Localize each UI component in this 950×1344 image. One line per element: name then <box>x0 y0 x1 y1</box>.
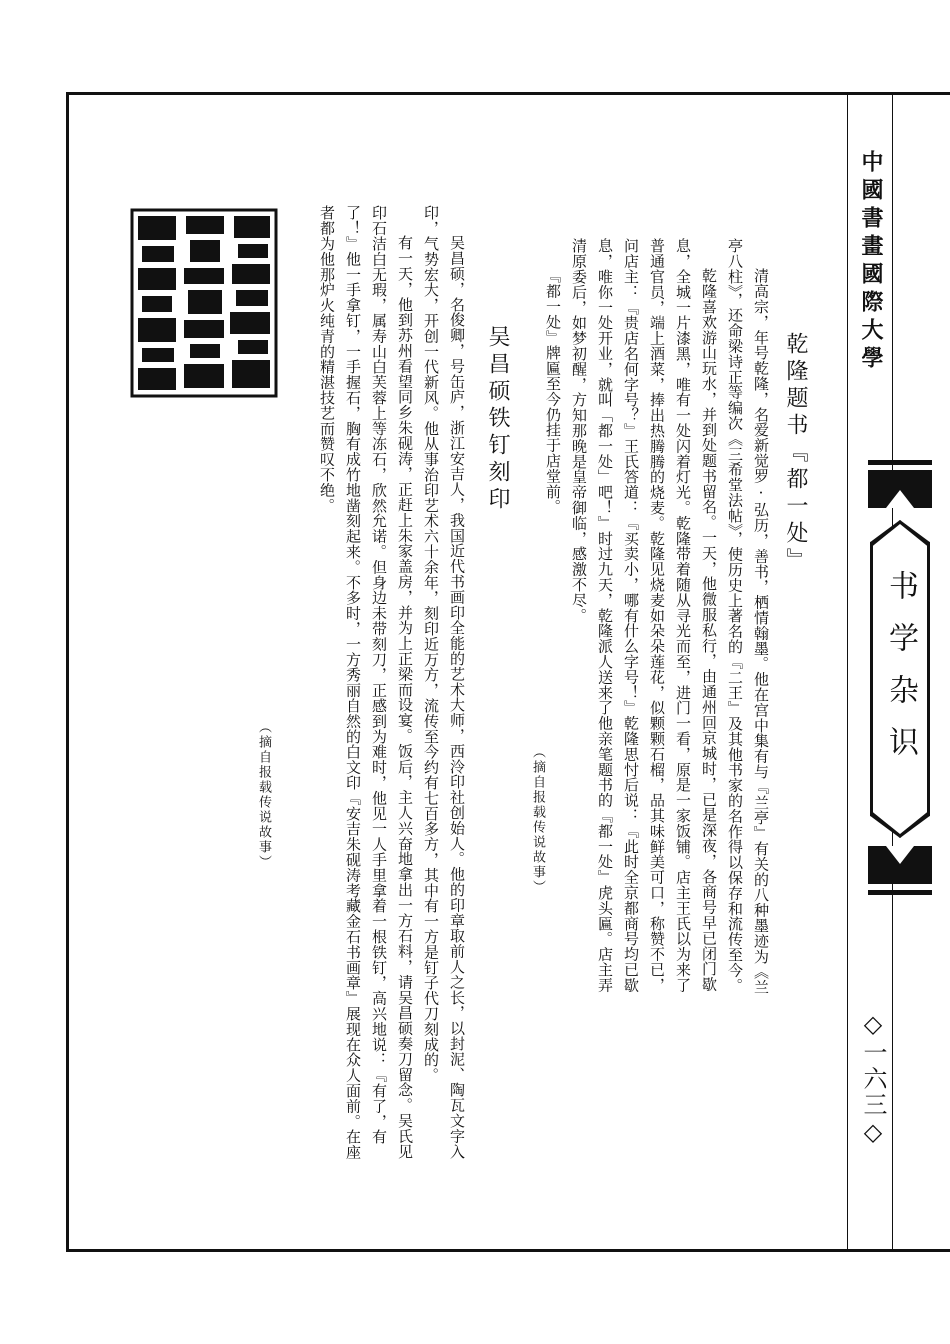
page-number: ◇一六三◇ <box>859 1010 887 1148</box>
column-title: 书学杂识 <box>883 570 918 778</box>
article1-source: （摘自报载传说故事） <box>530 745 545 895</box>
seal-impression <box>130 208 278 398</box>
article2-paragraph: 吴昌硕，名俊卿，号缶庐，浙江安吉人，我国近代书画印全能的艺术大师，西泠印社创始人。他的印章取前人之长，以封泥、陶瓦文字入印，气势宏大，开创一代新风。他从事治印艺术六十余年，刻印近万方，流传至今约有七百多方，其中有一方是钉子代刀刻成的。 <box>422 205 466 1159</box>
title-cap-bottom <box>868 846 932 884</box>
article1-paragraph: 清高宗，年号乾隆，名爱新觉罗·弘历，善书，栖情翰墨。他在宫中集有与『兰亭』有关的八种墨迹为《兰亭八柱》，还命梁诗正等编次《三希堂法帖》，使历史上著名的『二王』及其他书家的名作得以保存和流传至今。 <box>726 238 770 995</box>
article1-paragraph: 乾隆喜欢游山玩水，并到处题书留名。一天，他微服私行，由通州回京城时，已是深夜，各商号早已闭门歇息，全城一片漆黑，唯有一处闪着灯光。乾隆带着随从寻光而至，进门一看，原是一家饭铺。店主王氏以为来了普通官员，端上酒菜，捧出热腾腾的烧麦。乾隆见烧麦如朵朵莲花，似颗颗石榴，品其味鲜美可口，称赞不已，问店主：『贵店名何字号？』王氏答道：『买卖小，哪有什么字号！』乾隆思忖后说：『此时全京都商号均已歇息，唯你一处开业，就叫「都一处」吧！』时过九天，乾隆派人送来了他亲笔题书的『都一处』虎头匾。店主弄清原委后，如梦初醒，方知那晚是皇帝御临，感激不尽。 <box>570 238 718 993</box>
university-name: 中國書畫國際大學 <box>858 150 884 374</box>
article2-source: （摘自报载传说故事） <box>256 720 271 870</box>
title-cap-top <box>868 470 932 508</box>
title-bar-top <box>868 460 932 465</box>
article1-title: 乾隆题书『都一处』 <box>783 332 808 575</box>
article2-body <box>282 205 470 1165</box>
article2-title: 吴昌硕铁钉刻印 <box>485 325 510 514</box>
article1-paragraph: 『都一处』牌匾至今仍挂于店堂前。 <box>544 268 562 515</box>
article1-body <box>544 238 774 998</box>
article2-paragraph: 有一天，他到苏州看望同乡朱砚涛，正赶上朱家盖房，并为上正梁而设宴。饭后，主人兴奋地拿出一方石料，请吴昌硕奏刀留念。吴氏见印石洁白无瑕，属寿山白芙蓉上等冻石，欣然允诺。但身边未带刻刀，正感到为难时，他见一人手里拿着一根铁钉，高兴地说：『有了，有了！』他一手拿钉，一手握石，胸有成竹地凿刻起来。不多时，一方秀丽自然的白文印『安吉朱砚涛考藏金石书画章』展现在众人面前。在座者都为他那炉火纯青的精湛技艺而赞叹不绝。 <box>318 205 414 1160</box>
column-title-block <box>840 460 950 900</box>
title-bar-bottom <box>868 890 932 895</box>
